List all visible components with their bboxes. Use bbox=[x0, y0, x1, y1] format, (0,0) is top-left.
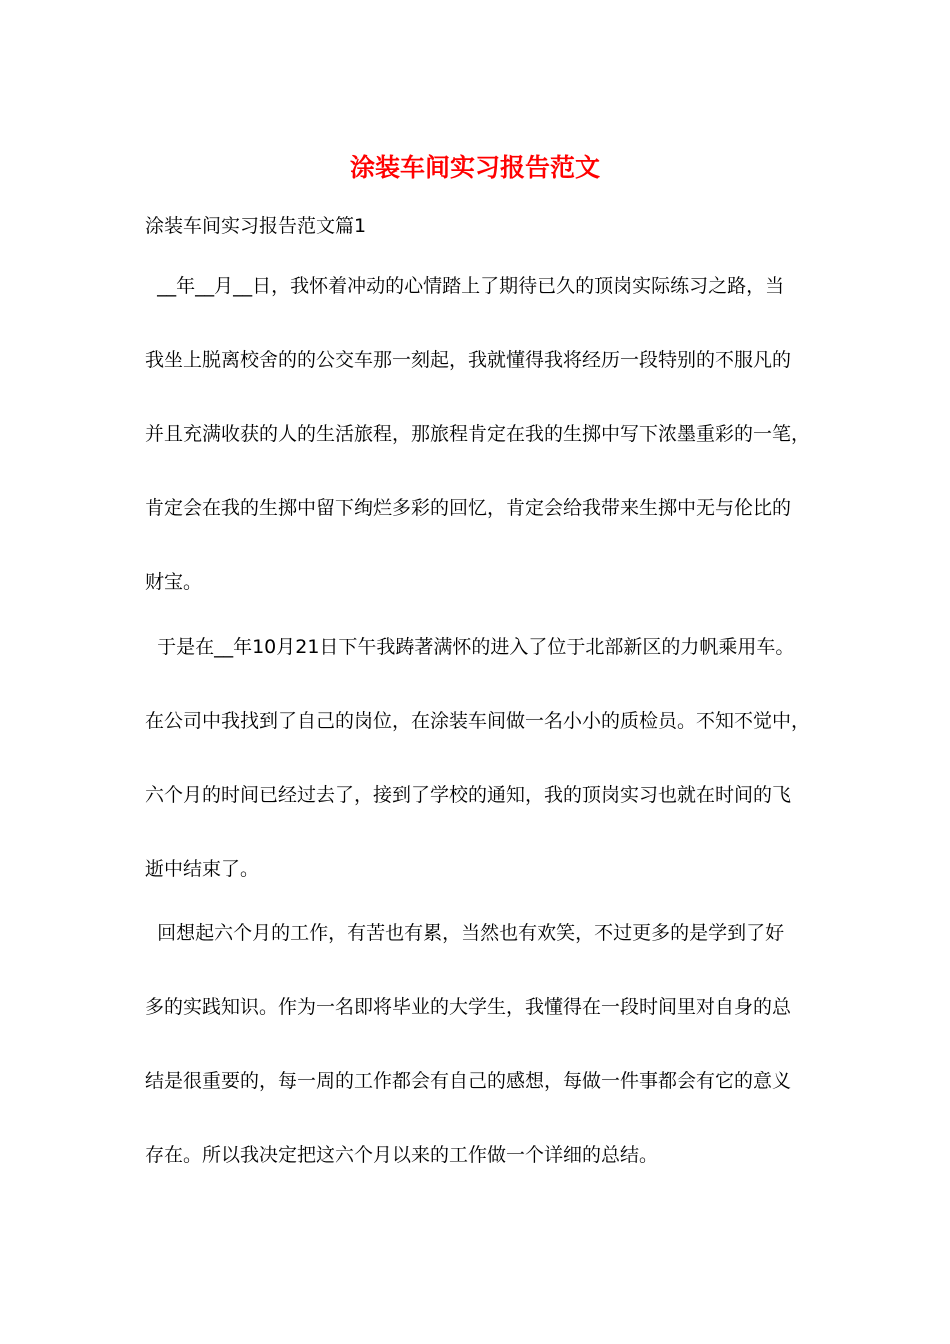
paragraph-line: 在公司中我找到了自己的岗位，在涂装车间做一名小小的质检员。不知不觉中， bbox=[145, 710, 811, 732]
section-heading: 涂装车间实习报告范文篇1 bbox=[145, 215, 367, 237]
paragraph-line: 逝中结束了。 bbox=[145, 858, 260, 880]
paragraph-line: 于是在__年10月21日下午我踌著满怀的进入了位于北部新区的力帆乘用车。 bbox=[145, 636, 795, 658]
paragraph-line: 结是很重要的，每一周的工作都会有自己的感想，每做一件事都会有它的意义 bbox=[145, 1070, 792, 1092]
paragraph-line: 存在。所以我决定把这六个月以来的工作做一个详细的总结。 bbox=[145, 1144, 659, 1166]
paragraph-line: 回想起六个月的工作，有苦也有累，当然也有欢笑，不过更多的是学到了好 bbox=[145, 922, 785, 944]
paragraph-line: 并且充满收获的人的生活旅程，那旅程肯定在我的生掷中写下浓墨重彩的一笔， bbox=[145, 423, 811, 445]
paragraph-line: 肯定会在我的生掷中留下绚烂多彩的回忆，肯定会给我带来生掷中无与伦比的 bbox=[145, 497, 792, 519]
document-title: 涂装车间实习报告范文 bbox=[349, 153, 600, 182]
paragraph-line: 多的实践知识。作为一名即将毕业的大学生，我懂得在一段时间里对自身的总 bbox=[145, 996, 792, 1018]
paragraph-line: 六个月的时间已经过去了，接到了学校的通知，我的顶岗实习也就在时间的飞 bbox=[145, 784, 792, 806]
paragraph-3 bbox=[145, 919, 805, 1169]
paragraph-1 bbox=[145, 272, 811, 596]
paragraph-line: __年__月__日，我怀着冲动的心情踏上了期待已久的顶岗实际练习之路，当 bbox=[145, 275, 785, 297]
paragraph-line: 财宝。 bbox=[145, 571, 203, 593]
paragraph-2 bbox=[145, 633, 811, 883]
paragraph-line: 我坐上脱离校舍的的公交车那一刻起，我就懂得我将经历一段特别的不服凡的 bbox=[145, 349, 792, 371]
